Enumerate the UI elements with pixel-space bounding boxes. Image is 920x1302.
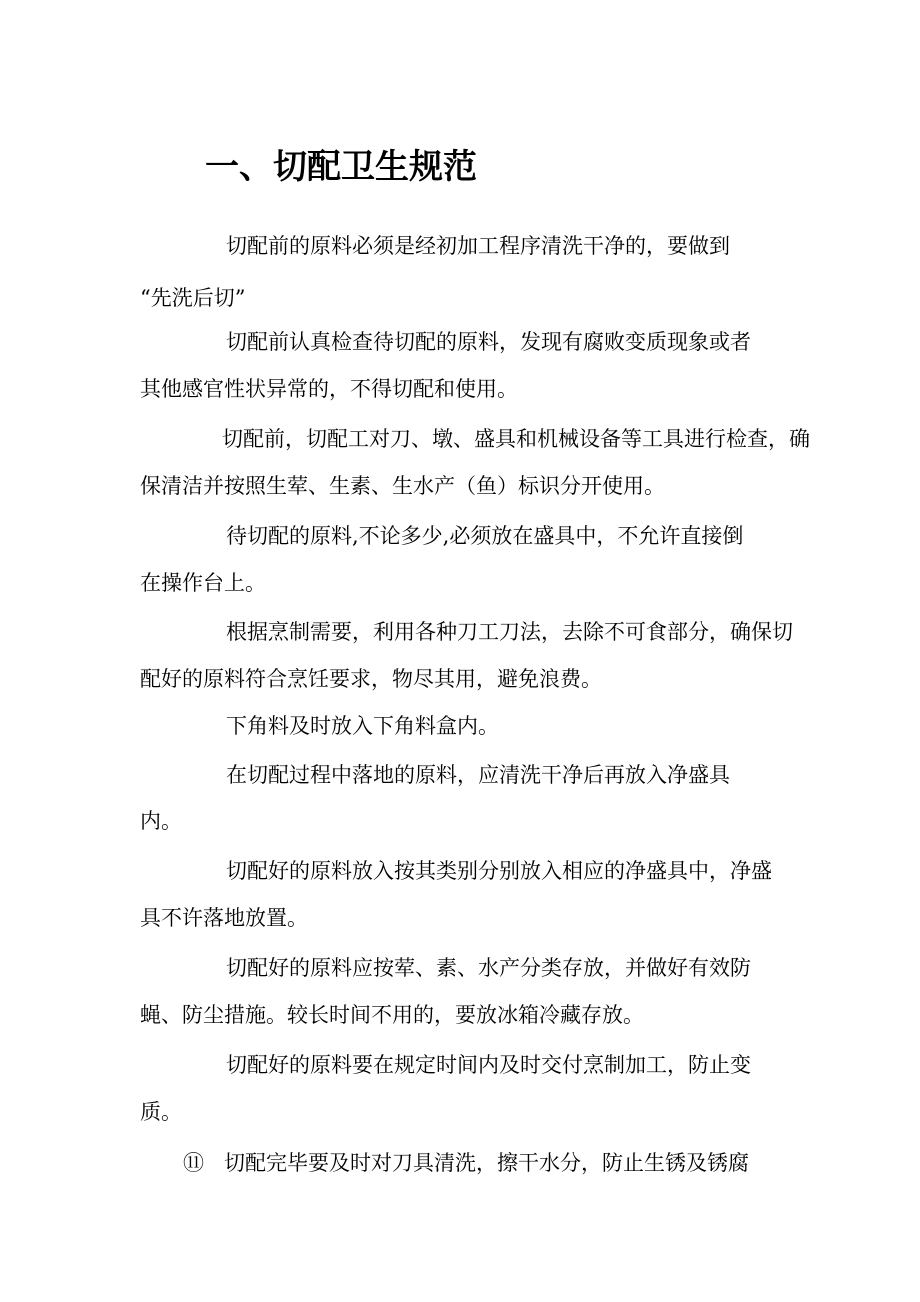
paragraph-line: “先洗后切” (140, 286, 246, 310)
paragraph-line: 在切配过程中落地的原料，应清洗干净后再放入净盛具 (226, 763, 730, 787)
paragraph-line: 质。 (140, 1100, 182, 1124)
paragraph-line: 在操作台上。 (140, 571, 266, 595)
paragraph-line: 内。 (140, 809, 182, 833)
paragraph-line: 切配前，切配工对刀、墩、盛具和机械设备等工具进行检查，确 (222, 427, 810, 451)
paragraph-line: 切配前的原料必须是经初加工程序清洗干净的，要做到 (226, 234, 730, 258)
paragraph-line: 切配好的原料要在规定时间内及时交付烹制加工，防止变 (226, 1053, 751, 1077)
paragraph-line: 切配好的原料应按荤、素、水产分类存放，并做好有效防 (226, 956, 751, 980)
paragraph-line: 下角料及时放入下角料盒内。 (226, 714, 499, 738)
paragraph-line-text: 切配完毕要及时对刀具清洗，擦干水分，防止生锈及锈腐 (224, 1151, 749, 1175)
paragraph-line: 具不许落地放置。 (140, 906, 308, 930)
paragraph-line: 根据烹制需要，利用各种刀工刀法，去除不可食部分，确保切 (226, 620, 793, 644)
paragraph-line: 切配前认真检查待切配的原料，发现有腐败变质现象或者 (226, 330, 751, 354)
paragraph-line: 其他感官性状异常的，不得切配和使用。 (140, 377, 518, 401)
paragraph-line: 配好的原料符合烹饪要求，物尽其用，避免浪费。 (140, 667, 602, 691)
paragraph-line: 保清洁并按照生荤、生素、生水产（鱼）标识分开使用。 (140, 474, 665, 498)
paragraph-line (183, 1148, 749, 1178)
paragraph-line: 切配好的原料放入按其类别分别放入相应的净盛具中，净盛 (226, 859, 772, 883)
paragraph-line: 蝇、防尘措施。较长时间不用的，要放冰箱冷藏存放。 (140, 1003, 644, 1027)
item-number: ⑪ (183, 1151, 204, 1175)
page-title: 一、切配卫生规范 (205, 147, 477, 187)
paragraph-line: 待切配的原料,不论多少,必须放在盛具中，不允许直接倒 (226, 524, 744, 548)
